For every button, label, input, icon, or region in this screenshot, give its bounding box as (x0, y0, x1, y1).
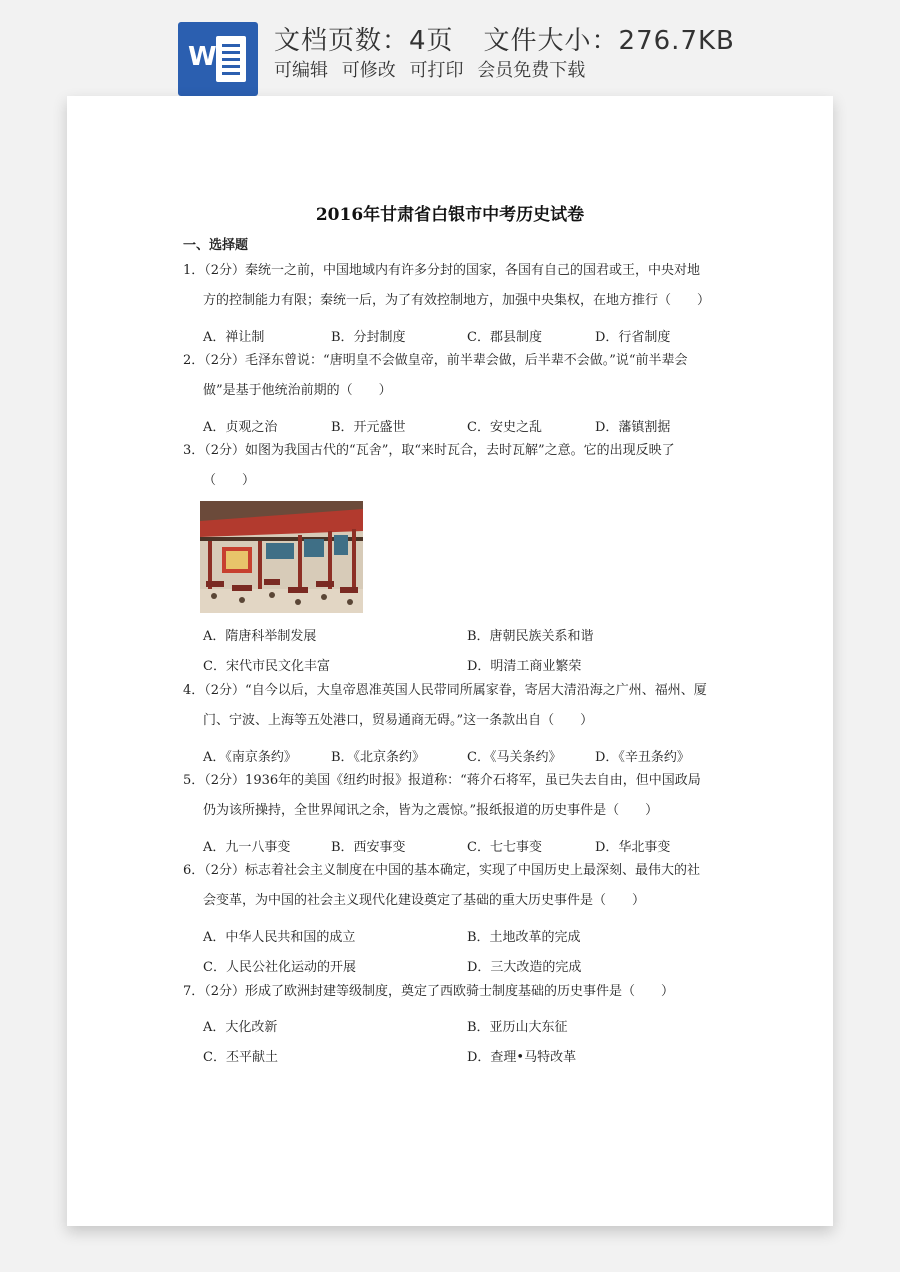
question-1 (183, 256, 723, 316)
word-letter: W (188, 42, 217, 72)
option-a[interactable]: A．大化改新 (203, 1020, 278, 1035)
option-b[interactable]: B．西安事变 (331, 840, 406, 855)
question-number: 4． (183, 683, 205, 698)
question-2 (183, 346, 723, 406)
option-a[interactable]: A．禅让制 (203, 330, 265, 345)
option-d[interactable]: D．华北事变 (595, 840, 671, 855)
option-c[interactable]: C．七七事变 (467, 840, 542, 855)
feature-printable: 可打印 (409, 60, 464, 81)
exam-title: 2016年甘肃省白银市中考历史试卷 (315, 205, 585, 225)
page-count: 文档页数：4页 (274, 26, 454, 56)
file-size: 文件大小：276.7KB (483, 26, 735, 56)
question-line: （2分）“自今以后，大皇帝恩准英国人民带同所属家眷，寄居大清沿海之广州、福州、厦 (204, 683, 707, 698)
option-a[interactable]: A．《南京条约》 (203, 750, 297, 765)
option-b[interactable]: B．亚历山大东征 (467, 1020, 568, 1035)
feature-editable: 可编辑 (274, 60, 328, 81)
option-c[interactable]: C．丕平献土 (203, 1050, 278, 1065)
question-7 (183, 977, 723, 1007)
option-b[interactable]: B．土地改革的完成 (467, 930, 581, 945)
question-line: 门、宁波、上海等五处港口，贸易通商无碍。”这一条款出自（ ） (203, 713, 594, 728)
question-6 (183, 856, 723, 916)
washe-illustration (200, 501, 363, 613)
download-banner (0, 0, 900, 96)
option-a[interactable]: A．中华人民共和国的成立 (203, 930, 356, 945)
question-line: （2分）如图为我国古代的“瓦舍”，取“来时瓦合，去时瓦解”之意。它的出现反映了 (204, 443, 675, 458)
word-document-icon (178, 22, 258, 96)
question-line: （2分）毛泽东曾说：“唐明皇不会做皇帝，前半辈会做，后半辈不会做。”说“前半辈会 (204, 353, 688, 368)
question-line: （2分）标志着社会主义制度在中国的基本确定，实现了中国历史上最深刻、最伟大的社 (204, 863, 701, 878)
option-d[interactable]: D．行省制度 (595, 330, 671, 345)
option-b[interactable]: B．开元盛世 (331, 420, 406, 435)
option-a[interactable]: A．九一八事变 (203, 840, 291, 855)
document-page (67, 96, 833, 1226)
option-a[interactable]: A．贞观之治 (203, 420, 278, 435)
question-number: 7． (183, 984, 205, 999)
question-line: （ ） (203, 473, 256, 488)
question-3 (183, 436, 723, 496)
question-line: （2分）形成了欧洲封建等级制度，奠定了西欧骑士制度基础的历史事件是（ ） (204, 984, 675, 999)
option-b[interactable]: B．唐朝民族关系和谐 (467, 629, 594, 644)
feature-list (274, 56, 593, 82)
option-c[interactable]: C．人民公社化运动的开展 (203, 960, 356, 975)
question-5 (183, 766, 723, 826)
option-c[interactable]: C．郡县制度 (467, 330, 542, 345)
question-number: 6． (183, 863, 205, 878)
feature-member-download: 会员免费下载 (477, 60, 586, 81)
option-c[interactable]: C．安史之乱 (467, 420, 542, 435)
option-d[interactable]: D．明清工商业繁荣 (467, 659, 582, 674)
option-b[interactable]: B．分封制度 (331, 330, 406, 345)
question-number: 3． (183, 443, 205, 458)
option-c[interactable]: C．宋代市民文化丰富 (203, 659, 330, 674)
sheet-lines (216, 36, 246, 82)
question-4 (183, 676, 723, 736)
question-number: 2． (183, 353, 205, 368)
option-d[interactable]: D．藩镇割据 (595, 420, 671, 435)
option-d[interactable]: D．三大改造的完成 (467, 960, 582, 975)
question-line: 会变革，为中国的社会主义现代化建设奠定了基础的重大历史事件是（ ） (203, 893, 646, 908)
option-a[interactable]: A．隋唐科举制发展 (203, 629, 317, 644)
question-line: （2分）秦统一之前，中国地域内有许多分封的国家，各国有自己的国君或王，中央对地 (204, 263, 701, 278)
question-line: （2分）1936年的美国《纽约时报》报道称：“蒋介石将军，虽已失去自由，但中国政局 (204, 773, 701, 788)
question-line: 方的控制能力有限；秦统一后，为了有效控制地方，加强中央集权，在地方推行（ ） (203, 293, 711, 308)
option-c[interactable]: C．《马关条约》 (467, 750, 562, 765)
question-number: 5． (183, 773, 205, 788)
question-number: 1． (183, 263, 205, 278)
question-line: 仍为该所操持，全世界闻讯之余，皆为之震惊。”报纸报道的历史事件是（ ） (203, 803, 659, 818)
option-d[interactable]: D．《辛丑条约》 (595, 750, 690, 765)
option-d[interactable]: D．查理•马特改革 (467, 1050, 577, 1065)
section-heading: 一、选择题 (183, 238, 249, 253)
question-line: 做”是基于他统治前期的（ ） (203, 383, 392, 398)
feature-modifiable: 可修改 (341, 60, 396, 81)
option-b[interactable]: B．《北京条约》 (331, 750, 426, 765)
file-info (274, 20, 735, 57)
